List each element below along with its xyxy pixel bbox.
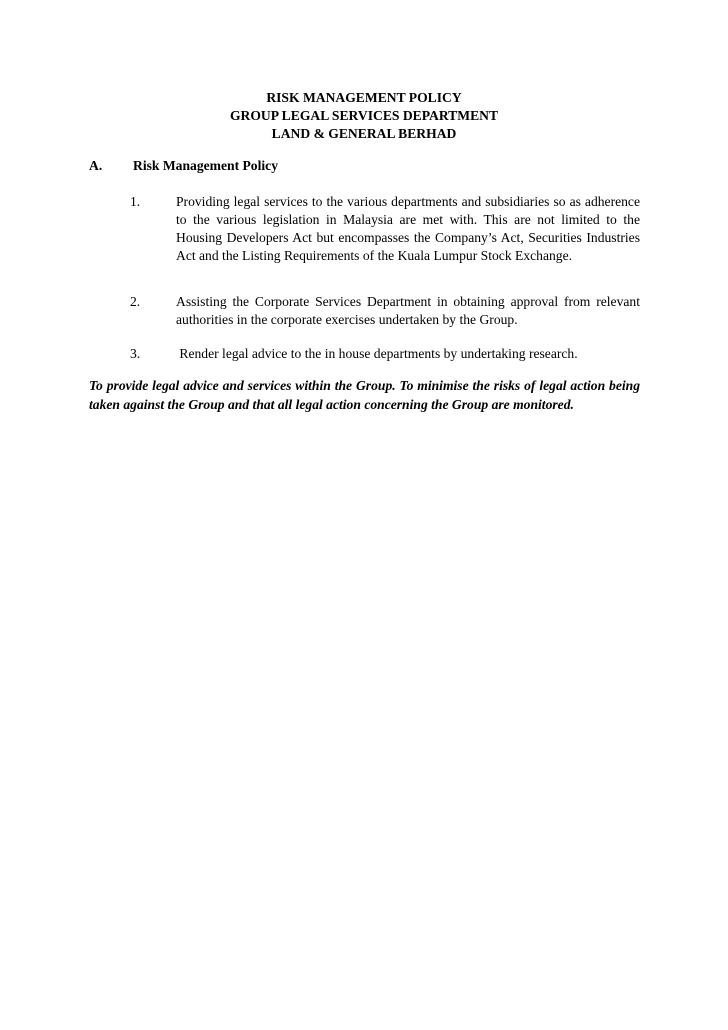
title-line-policy: RISK MANAGEMENT POLICY xyxy=(266,90,462,105)
title-line-company: LAND & GENERAL BERHAD xyxy=(271,126,457,141)
closing-statement: To provide legal advice and services within the Group. To minimise the risks of legal action being taken against the Group and that all legal action concerning the Group are monitored. xyxy=(89,378,640,412)
list-item-number: 2. xyxy=(130,294,141,309)
list-item-text: Providing legal services to the various departments and subsidiaries so as adherence to the various legislation in Malaysia are met with. This are not limited to the Housing Developers Act but encompasses the Company’s Act, Securities Industries Act and the Listing Requirements of the Kuala Lumpur Stock Exchange. xyxy=(176,194,640,263)
list-item-number: 3. xyxy=(130,346,141,361)
title-line-department: GROUP LEGAL SERVICES DEPARTMENT xyxy=(229,108,499,123)
section-title: Risk Management Policy xyxy=(133,158,278,173)
list-item-number: 1. xyxy=(130,194,141,209)
document-title xyxy=(0,89,728,143)
list-item-text: Assisting the Corporate Services Department in obtaining approval from relevant authorities in the corporate exercises undertaken by the Group. xyxy=(176,294,640,327)
section-letter: A. xyxy=(89,158,103,173)
list-item-text: Render legal advice to the in house departments by undertaking research. xyxy=(176,346,578,361)
